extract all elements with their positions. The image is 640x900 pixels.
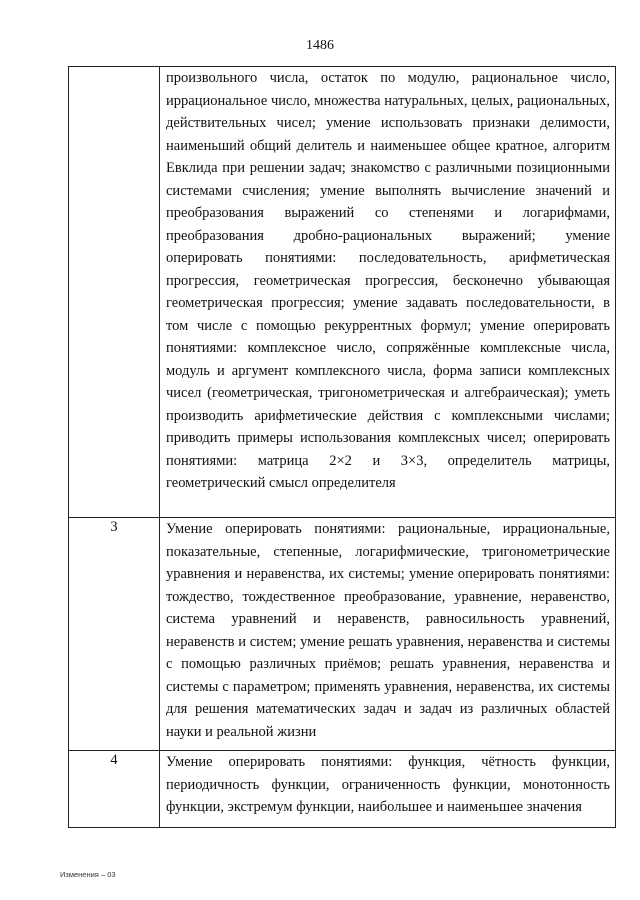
- page-number: 1486: [306, 38, 334, 53]
- requirements-table: [68, 66, 616, 828]
- table-row: [69, 518, 616, 751]
- row-number: 4: [110, 752, 118, 768]
- row-number-cell: [69, 751, 160, 828]
- row-number-cell: [69, 67, 160, 518]
- row-text-cell: Умение оперировать понятиями: рациональные, иррациональные, показательные, степенные, логарифмические, тригонометрические уравнения и неравенства, их системы; умение оперировать понятиями: тождество, тождественное преобразование, уравнение, неравенство, система уравнений и неравенств, равносильность уравнений, неравенств и систем; умение решать уравнения, неравенства и системы с помощью различных приёмов; решать уравнения, неравенства и системы с параметром; применять уравнения, неравенства, их системы для решения математических задач и задач из различных областей науки и реальной жизни: [160, 518, 616, 751]
- table-row: [69, 67, 616, 518]
- row-number: 3: [110, 519, 118, 535]
- table-row: [69, 751, 616, 828]
- row-text-cell: произвольного числа, остаток по модулю, рациональное число, иррациональное число, множества натуральных, целых, рациональных, действительных чисел; умение использовать признаки делимости, наименьший общий делитель и наименьшее общее кратное, алгоритм Евклида при решении задач; знакомство с различными позиционными системами счисления; умение выполнять вычисление значений и преобразования выражений со степенями и логарифмами, преобразования дробно-рациональных выражений; умение оперировать понятиями: последовательность, арифметическая прогрессия, геометрическая прогрессия, бесконечно убывающая геометрическая прогрессия; умение задавать последовательности, в том числе с помощью рекуррентных формул; умение оперировать понятиями: комплексное число, сопряжённые комплексные числа, модуль и аргумент комплексного числа, форма записи комплексных чисел (геометрическая, тригонометрическая и алгебраическая); уметь производить арифметические действия с комплексными числами; приводить примеры использования комплексных чисел; оперировать понятиями: матрица 2×2 и 3×3, определитель матрицы, геометрический смысл определителя: [160, 67, 616, 518]
- row-number-cell: [69, 518, 160, 751]
- revision-footer: Изменения – 03: [60, 870, 116, 879]
- row-number: [69, 67, 159, 68]
- row-text-cell: Умение оперировать понятиями: функция, чётность функции, периодичность функции, ограниченность функции, монотонность функции, экстремум функции, наибольшее и наименьшее значения: [160, 751, 616, 828]
